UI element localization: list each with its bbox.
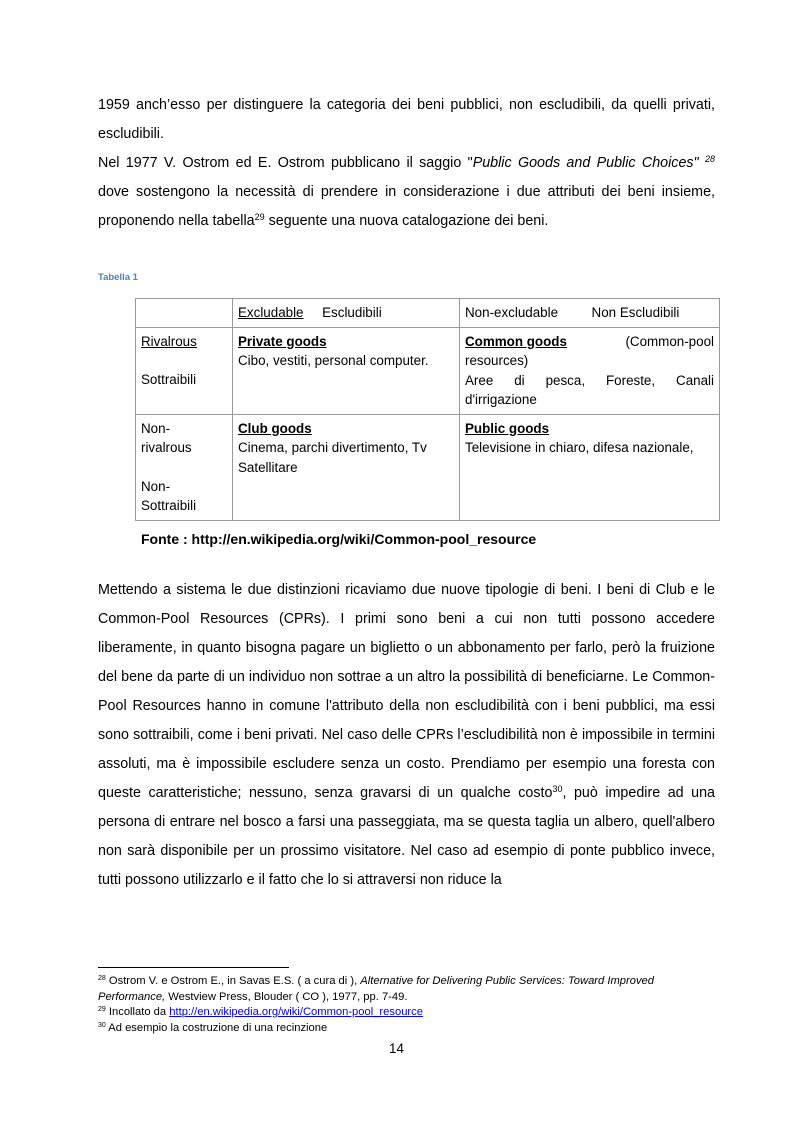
footnote-separator: [98, 967, 289, 968]
footnote-ref-29: 29: [254, 212, 265, 222]
goods-table: [135, 298, 720, 521]
public-goods-title: Public goods: [465, 420, 550, 436]
essay-title: Public Goods and Public Choices": [472, 155, 699, 171]
cpr-text-a: Mettendo a sistema le due distinzioni ricaviamo due nuove tipologie di beni. I beni di Club e le Common-Pool Resources (CPRs). I primi sono beni a cui non tutti possono accedere liberamente, in quanto bisogna pagare un biglietto o un abbonamento per farlo, però la fruizione del bene da parte di un individuo non sottrae a un altro la possibilità di beneficiarne. Le Common-Pool Resources hanno in comune l'attributo della non escludibilità con i beni pubblici, ma essi sono sottraibili, come i beni privati. Nel caso delle CPRs l’escludibilità non è impossibile in termini assoluti, ma è impossibile escludere senza un costo. Prendiamo per esempio una foresta con queste caratteristiche; nessuno, senza gravarsi di un qualche costo: [98, 582, 715, 801]
table-row-rivalrous: [136, 327, 720, 414]
header-non-excludable: [460, 299, 720, 328]
ostrom-sentence-end-a: proponendo nella tabella: [98, 213, 255, 229]
header-excludable-it: Escludibili: [322, 305, 382, 320]
footnote-28-book-title: Alternative for Delivering Public Services: Toward Improved Performance,: [98, 975, 654, 1003]
label-non-rivalrous-it-2: Sottraibili: [141, 498, 197, 513]
intro-line-2: escludibili.: [98, 126, 164, 142]
club-goods-desc: Cinema, parchi divertimento, Tv Satellitare: [238, 440, 427, 475]
footnote-29-number: 29: [98, 1006, 106, 1013]
label-rivalrous-en: Rivalrous: [141, 333, 197, 349]
footnote-29: [98, 1005, 715, 1021]
cpr-paragraph-text: [98, 576, 715, 895]
public-goods-desc: Televisione in chiaro, difesa nazionale,: [465, 440, 694, 455]
label-non-rivalrous: [136, 414, 233, 520]
footnote-ref-28: 28: [704, 154, 715, 164]
table-header-row: [136, 299, 720, 328]
cell-public-goods: [460, 414, 720, 520]
label-non-rivalrous-en-1: Non-: [141, 420, 171, 436]
ostrom-sentence: [98, 149, 715, 178]
footnote-29-text: Incollato da: [105, 1006, 170, 1018]
footnote-30-number: 30: [98, 1021, 106, 1029]
common-goods-paren-2: resources): [465, 353, 529, 368]
footnote-30: [98, 1021, 715, 1037]
private-goods-title: Private goods: [238, 333, 327, 349]
page-number: 14: [389, 1041, 404, 1056]
private-goods-desc: Cibo, vestiti, personal computer.: [238, 353, 429, 368]
footnote-ref-30: 30: [552, 784, 563, 794]
header-non-excludable-en: Non-excludable: [465, 305, 559, 320]
cpr-text-b: , può impedire ad una persona di entrare nel bosco a farsi una passeggiata, ma se questa taglia un albero, quell'albero non sarà disponibile per un prossimo visitatore. Nel caso ad esempio di ponte pubblico invece, tutti possono utilizzarlo e il fatto che lo si attraversi non riduce la: [98, 785, 715, 888]
common-goods-title: Common goods: [465, 333, 567, 349]
table-row-non-rivalrous: [136, 414, 720, 520]
footnotes: [98, 974, 715, 1036]
common-goods-desc: Aree di pesca, Foreste, Canali d'irrigazione: [465, 372, 714, 407]
header-excludable: [233, 299, 460, 328]
label-non-rivalrous-en-2: rivalrous: [141, 440, 192, 455]
footnote-28-text-b: Westview Press, Blouder ( CO ), 1977, pp. 7-49.: [165, 990, 408, 1003]
table-caption: Tabella 1: [98, 272, 138, 283]
ostrom-sentence-start: Nel 1977 V. Ostrom ed E. Ostrom pubblicano il saggio ": [98, 155, 473, 171]
common-goods-paren: (Common-pool: [625, 333, 714, 349]
label-rivalrous-it: Sottraibili: [141, 372, 197, 387]
ostrom-sentence-end-b: seguente una nuova catalogazione dei beni.: [264, 213, 549, 229]
cell-private-goods: [233, 327, 460, 414]
cell-club-goods: [233, 414, 460, 520]
label-non-rivalrous-it-1: Non-: [141, 478, 171, 494]
footnote-28-text-a: Ostrom V. e Ostrom E., in Savas E.S. ( a cura di ),: [105, 975, 361, 987]
ostrom-sentence-cont: dove sostengono la necessità di prendere in considerazione i due attributi dei beni insieme,: [98, 184, 715, 200]
footnote-30-text: Ad esempio la costruzione di una recinzione: [105, 1021, 328, 1034]
header-empty-cell: [136, 299, 233, 328]
club-goods-title: Club goods: [238, 420, 312, 436]
footnote-28: [98, 974, 715, 1005]
label-rivalrous: [136, 327, 233, 414]
cell-common-goods: [460, 327, 720, 414]
table-source: Fonte : http://en.wikipedia.org/wiki/Common-pool_resource: [141, 531, 537, 547]
intro-line-1: 1959 anch’esso per distinguere la categoria dei beni pubblici, non escludibili, da quelli privati,: [98, 97, 715, 113]
footnote-29-link[interactable]: http://en.wikipedia.org/wiki/Common-pool_resource: [169, 1006, 423, 1018]
header-non-excludable-it: Non Escludibili: [591, 305, 680, 320]
header-excludable-en: Excludable: [238, 305, 304, 320]
cpr-paragraph: [98, 576, 715, 895]
intro-paragraph: [98, 91, 715, 236]
ostrom-sentence-end: [98, 207, 715, 236]
footnote-28-number: 28: [98, 975, 106, 982]
